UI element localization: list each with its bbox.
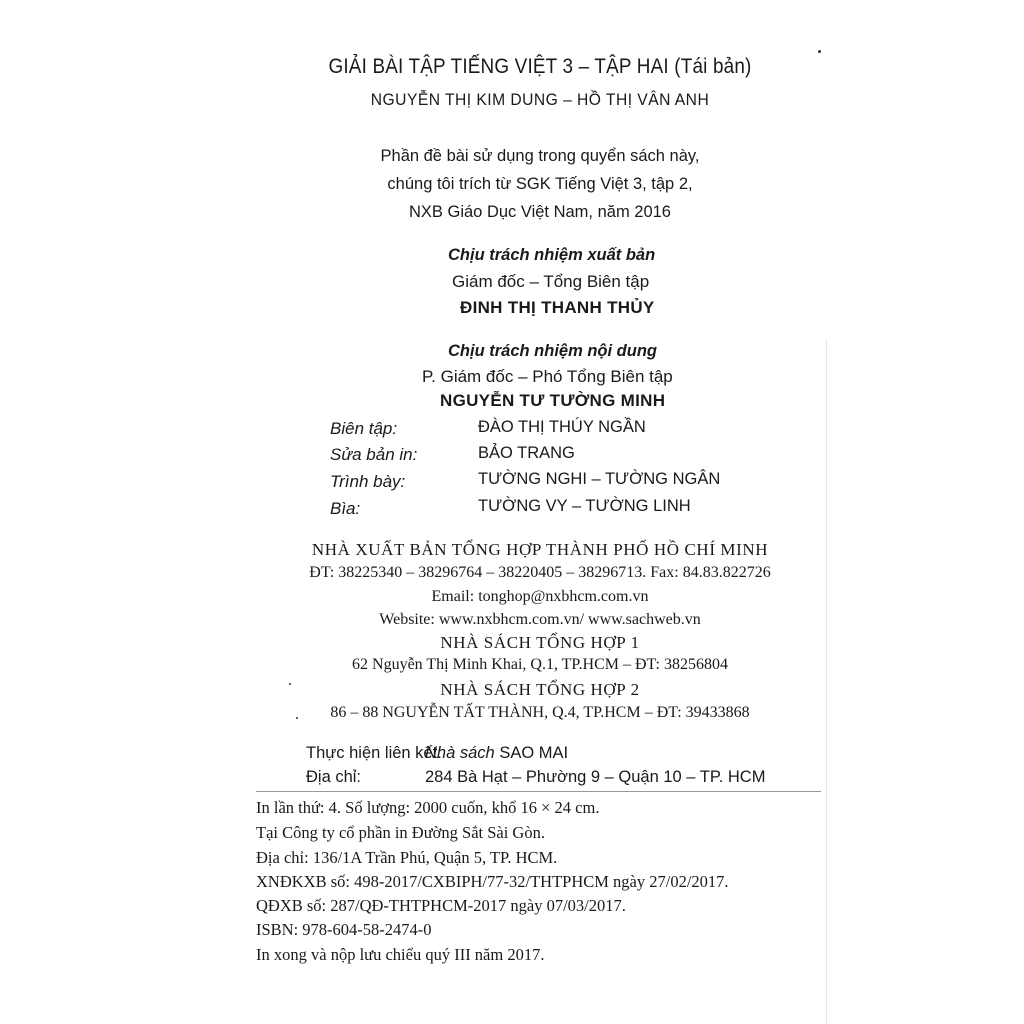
printing-line-6: ISBN: 978-604-58-2474-0 — [256, 920, 432, 939]
printing-line-4: XNĐKXB số: 498-2017/CXBIPH/77-32/THTPHCM ngày 27/02/2017. — [256, 872, 729, 891]
source-note-line-2: chúng tôi trích từ SGK Tiếng Việt 3, tập 2, — [387, 175, 693, 193]
scan-speck — [818, 50, 821, 53]
publishing-responsibility-role: Giám đốc – Tổng Biên tập — [452, 272, 650, 291]
store1-address: 62 Nguyễn Thị Minh Khai, Q.1, TP.HCM – ĐT: 38256804 — [352, 656, 728, 673]
printing-line-1: In lần thứ: 4. Số lượng: 2000 cuốn, khổ 16 × 24 cm. — [256, 798, 600, 817]
printing-line-3: Địa chỉ: 136/1A Trần Phú, Quận 5, TP. HCM. — [256, 848, 558, 867]
printing-line-5: QĐXB số: 287/QĐ-THTPHCM-2017 ngày 07/03/2017. — [256, 896, 626, 915]
publisher-website: Website: www.nxbhcm.com.vn/ www.sachweb.vn — [379, 611, 701, 628]
publisher-name: NHÀ XUẤT BẢN TỔNG HỢP THÀNH PHỐ HỒ CHÍ MINH — [311, 540, 769, 559]
joint-venture-value-name: SAO MAI — [499, 744, 569, 762]
credit-value-editor: ĐÀO THỊ THÚY NGẦN — [478, 418, 646, 436]
credit-label-cover: Bìa: — [330, 499, 361, 518]
joint-venture-address-label: Địa chỉ: — [306, 768, 362, 786]
printing-line-2: Tại Công ty cổ phần in Đường Sắt Sài Gòn. — [256, 823, 545, 842]
joint-venture-label: Thực hiện liên kết: — [306, 744, 442, 762]
scan-speck — [289, 683, 291, 685]
scan-speck — [296, 717, 298, 719]
source-note-line-1: Phần đề bài sử dụng trong quyển sách này, — [380, 147, 700, 165]
joint-venture-value-italic: Nhà sách — [425, 744, 495, 762]
store2-name: NHÀ SÁCH TỔNG HỢP 2 — [440, 680, 640, 699]
book-authors: NGUYỄN THỊ KIM DUNG – HỒ THỊ VÂN ANH — [370, 90, 710, 109]
page-margin-line — [826, 340, 827, 1024]
credit-label-proofreader: Sửa bản in: — [330, 445, 418, 464]
publishing-responsibility-name: ĐINH THỊ THANH THỦY — [460, 298, 655, 317]
publisher-phone: ĐT: 38225340 – 38296764 – 38220405 – 38296713. Fax: 84.83.822726 — [309, 564, 771, 581]
joint-venture-address: 284 Bà Hạt – Phường 9 – Quận 10 – TP. HCM — [425, 768, 766, 786]
publisher-email: Email: tonghop@nxbhcm.com.vn — [431, 588, 649, 605]
credit-value-cover: TƯỜNG VY – TƯỜNG LINH — [478, 497, 691, 515]
section-divider — [256, 791, 821, 792]
credit-label-layout: Trình bày: — [330, 472, 406, 491]
source-note-line-3: NXB Giáo Dục Việt Nam, năm 2016 — [409, 203, 671, 221]
book-title: GIẢI BÀI TẬP TIẾNG VIỆT 3 – TẬP HAI (Tái bản) — [328, 55, 752, 78]
credit-label-editor: Biên tập: — [330, 419, 398, 438]
joint-venture-value — [425, 744, 568, 763]
content-responsibility-role: P. Giám đốc – Phó Tổng Biên tập — [422, 367, 673, 386]
content-responsibility-name: NGUYỄN TƯ TƯỜNG MINH — [440, 391, 666, 410]
printing-line-7: In xong và nộp lưu chiểu quý III năm 2017. — [256, 945, 545, 964]
store1-name: NHÀ SÁCH TỔNG HỢP 1 — [440, 633, 640, 652]
publishing-responsibility-heading: Chịu trách nhiệm xuất bản — [448, 246, 656, 264]
credit-value-proofreader: BẢO TRANG — [478, 444, 575, 462]
credit-value-layout: TƯỜNG NGHI – TƯỜNG NGÂN — [478, 470, 721, 488]
store2-address: 86 – 88 NGUYỄN TẤT THÀNH, Q.4, TP.HCM – ĐT: 39433868 — [330, 704, 750, 721]
content-responsibility-heading: Chịu trách nhiệm nội dung — [448, 342, 657, 360]
